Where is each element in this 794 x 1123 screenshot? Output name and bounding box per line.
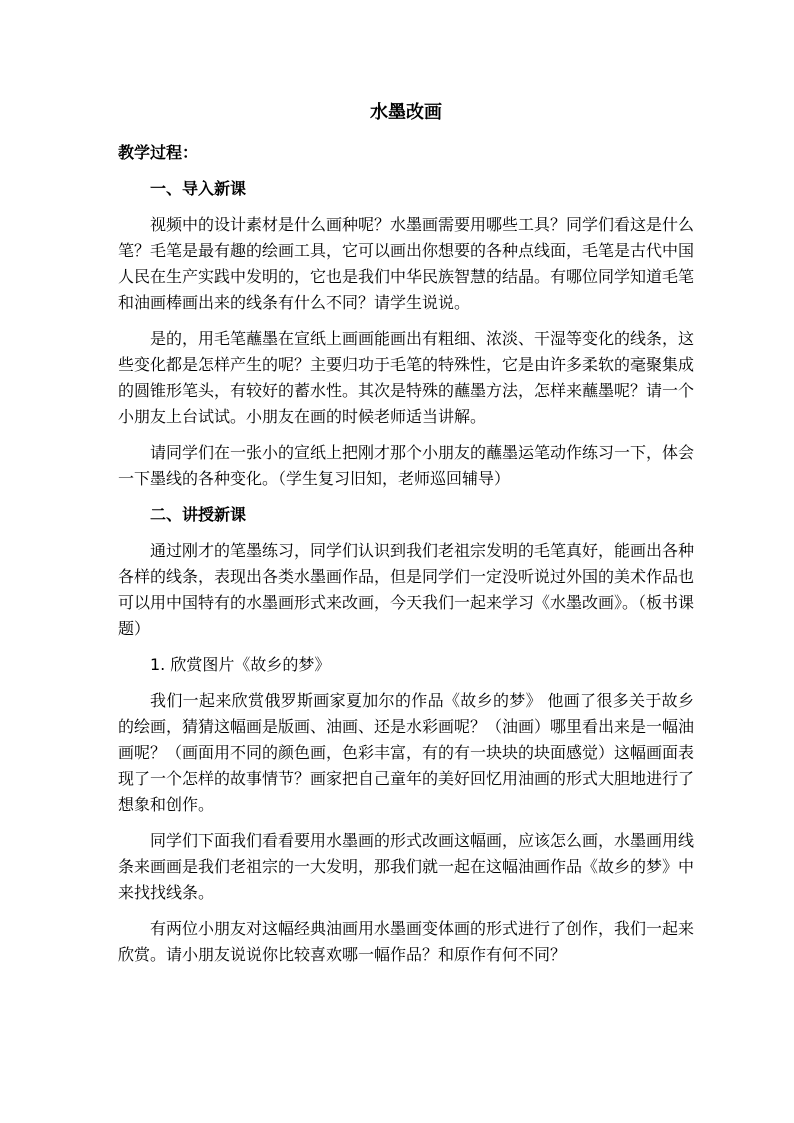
paragraph: 我们一起来欣赏俄罗斯画家夏加尔的作品《故乡的梦》 他画了很多关于故乡的绘画，猜猜这幅画是版画、油画、还是水彩画呢？（油画）哪里看出来是一幅油画呢？（画面用不同的颜色画，色彩丰富，有的有一块块的块面感觉）这幅画面表现了一个怎样的故事情节？画家把自己童年的美好回忆用油画的形式大胆地进行了想象和创作。 <box>118 691 695 814</box>
paragraph: 视频中的设计素材是什么画种呢？水墨画需要用哪些工具？同学们看这是什么笔？毛笔是最有趣的绘画工具，它可以画出你想要的各种点线面，毛笔是古代中国人民在生产实践中发明的，它也是我们中华民族智慧的结晶。有哪位同学知道毛笔和油画棒画出来的线条有什么不同？请学生说说。 <box>118 215 695 312</box>
section-heading-intro: 一、导入新课 <box>150 179 247 198</box>
process-label: 教学过程： <box>118 143 199 162</box>
paragraph: 是的，用毛笔蘸墨在宣纸上画画能画出有粗细、浓淡、干湿等变化的线条，这些变化都是怎样产生的呢？主要归功于毛笔的特殊性，它是由许多柔软的毫聚集成的圆锥形笔头，有较好的蓄水性。其次是特殊的蘸墨方法，怎样来蘸墨呢？请一个小朋友上台试试。小朋友在画的时候老师适当讲解。 <box>118 329 695 426</box>
paragraph: 通过刚才的笔墨练习，同学们认识到我们老祖宗发明的毛笔真好，能画出各种各样的线条，表现出各类水墨画作品，但是同学们一定没听说过外国的美术作品也可以用中国特有的水墨画形式来改画，今天我们一起来学习《水墨改画》。（板书课题） <box>118 541 695 638</box>
section-heading-new-lesson: 二、讲授新课 <box>150 505 247 524</box>
paragraph: 同学们下面我们看看要用水墨画的形式改画这幅画，应该怎么画，水墨画用线条来画画是我们老祖宗的一大发明，那我们就一起在这幅油画作品《故乡的梦》中来找找线条。 <box>118 831 695 902</box>
paragraph: 有两位小朋友对这幅经典油画用水墨画变体画的形式进行了创作，我们一起来欣赏。请小朋友说说你比较喜欢哪一幅作品？和原作有何不同？ <box>118 919 695 964</box>
document-title: 水墨改画 <box>370 102 442 123</box>
sub-heading-appreciate: 1. 欣赏图片《故乡的梦》 <box>150 655 331 674</box>
paragraph: 请同学们在一张小的宣纸上把刚才那个小朋友的蘸墨运笔动作练习一下，体会一下墨线的各种变化。（学生复习旧知，老师巡回辅导） <box>118 443 695 488</box>
